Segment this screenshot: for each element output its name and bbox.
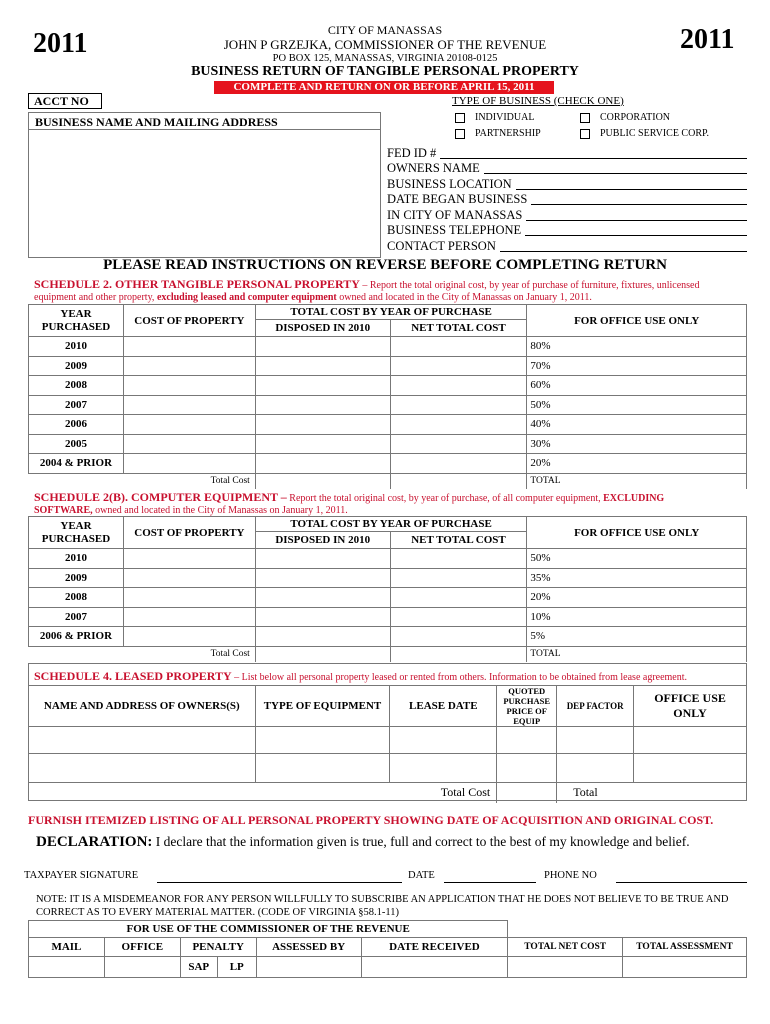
total-label: TOTAL [527,646,747,662]
cost-cell[interactable] [123,337,255,357]
year-cell: 2007 [29,607,124,627]
total-net-cell[interactable] [390,473,527,489]
net-cost-cell[interactable] [390,588,527,608]
total-disposed-cell[interactable] [255,646,390,662]
col-equipment-type: TYPE OF EQUIPMENT [255,686,390,727]
table-row [29,568,747,588]
depreciation-pct: 40% [527,415,747,435]
cost-cell[interactable] [123,588,255,608]
instructions-heading: PLEASE READ INSTRUCTIONS ON REVERSE BEFORE COMPLETING RETURN [103,257,667,273]
net-cost-cell[interactable] [390,376,527,396]
office-header: OFFICE [104,938,180,957]
taxpayer-signature-line[interactable] [157,882,402,883]
option-partnership[interactable]: PARTNERSHIP [455,128,541,139]
business-type-label: TYPE OF BUSINESS (CHECK ONE) [452,95,624,107]
declaration: DECLARATION: I declare that the information given is true, full and correct to the best of my knowledge and belief. [36,834,690,850]
taxpayer-signature-label: TAXPAYER SIGNATURE [24,870,139,881]
disposed-cell[interactable] [255,588,390,608]
schedule2b-description: SCHEDULE 2(B). COMPUTER EQUIPMENT – Report the total original cost, by year of purchase, of all computer equipment, EXCLUDING SOFTWARE, owned and located in the City of Manassas on January 1, 2011. [34,490,665,516]
disposed-cell[interactable] [255,415,390,435]
depreciation-pct: 50% [527,395,747,415]
field-business-location[interactable]: BUSINESS LOCATION [387,176,747,192]
depreciation-pct: 20% [527,588,747,608]
depreciation-pct: 80% [527,337,747,357]
col-owner-name: NAME AND ADDRESS OF OWNERS(S) [29,686,256,727]
schedule2-description: SCHEDULE 2. OTHER TANGIBLE PERSONAL PROPERTY – Report the total original cost, by year of purchase of furniture, fixtures, unlicensed equipment and other property, excluding leased and computer equipment owned and located in the City of Manassas on January 1, 2011. [34,277,700,303]
info-fields [387,145,747,254]
date-label: DATE [408,870,435,881]
table-row [29,434,747,454]
assessed-by-cell [256,957,361,978]
schedule4-description: SCHEDULE 4. LEASED PROPERTY – List below all personal property leased or rented from others. Information to be obtained from lease agreement. [34,669,688,683]
schedule4-title: SCHEDULE 4. LEASED PROPERTY [34,669,232,683]
field-contact-person[interactable]: CONTACT PERSON [387,238,747,254]
office-cell [634,754,747,783]
field-in-city[interactable]: IN CITY OF MANASSAS [387,207,747,223]
office-cell [634,727,747,754]
total-label: TOTAL [527,473,747,489]
cost-cell[interactable] [123,568,255,588]
cost-cell[interactable] [123,607,255,627]
year-cell: 2008 [29,588,124,608]
business-name-box[interactable] [28,112,381,258]
net-cost-cell[interactable] [390,454,527,474]
year-cell: 2006 & PRIOR [29,627,124,647]
year-cell: 2009 [29,356,124,376]
net-cost-cell[interactable] [390,395,527,415]
disposed-cell[interactable] [255,434,390,454]
lease-date-cell[interactable] [390,727,497,754]
col-dep-factor: DEP FACTOR [557,686,634,727]
cost-cell[interactable] [123,434,255,454]
header-commissioner: JOHN P GRZEJKA, COMMISSIONER OF THE REVENUE [223,37,547,52]
field-date-began[interactable]: DATE BEGAN BUSINESS [387,192,747,208]
year-cell: 2010 [29,337,124,357]
year-cell: 2008 [29,376,124,396]
net-cost-cell[interactable] [390,337,527,357]
total-row [29,783,747,803]
total-assessment-header: TOTAL ASSESSMENT [623,938,747,957]
total-cost-label: Total Cost [210,476,250,487]
cost-cell[interactable] [123,627,255,647]
disposed-cell[interactable] [255,337,390,357]
total-disposed-cell[interactable] [255,473,390,489]
total-label: Total [573,785,598,800]
net-cost-cell[interactable] [390,549,527,569]
net-cost-cell[interactable] [390,627,527,647]
col-total-cost: TOTAL COST BY YEAR OF PURCHASE [255,517,527,532]
net-cost-cell[interactable] [390,434,527,454]
header-address: PO BOX 125, MANASSAS, VIRGINIA 20108-0125 [272,53,498,64]
col-office-use: OFFICE USE ONLY [634,686,747,727]
schedule2b-title: SCHEDULE 2(B). COMPUTER EQUIPMENT – [34,490,287,504]
business-name-label: BUSINESS NAME AND MAILING ADDRESS [29,113,380,130]
table-row [29,337,747,357]
disposed-cell[interactable] [255,395,390,415]
cost-cell[interactable] [123,549,255,569]
net-cost-cell[interactable] [390,356,527,376]
phone-line[interactable] [616,882,747,883]
total-cost-label: Total Cost [210,649,250,660]
table-row [29,395,747,415]
disposed-cell[interactable] [255,568,390,588]
table-row [29,727,747,754]
schedule4-table [28,685,747,803]
schedule2-title: SCHEDULE 2. OTHER TANGIBLE PERSONAL PROPERTY [34,277,360,291]
field-fed-id[interactable]: FED ID # [387,145,747,161]
cost-cell[interactable] [123,454,255,474]
office-cell [104,957,180,978]
col-net: NET TOTAL COST [390,320,527,337]
table-row [29,415,747,435]
total-net-cost-cell [508,957,623,978]
year-left: 2011 [33,28,88,59]
misdemeanor-note: NOTE: IT IS A MISDEMEANOR FOR ANY PERSON WILLFULLY TO SUBSCRIBE AN APPLICATION THAT HE DOES NOT BELIEVE TO BE TRUE AND CORRECT AS TO EVERY MATERIAL MATTER. (CODE OF VIRGINIA §58.1-11) [36,894,729,918]
header-city: CITY OF MANASSAS [327,23,443,37]
year-cell: 2007 [29,395,124,415]
lease-date-cell[interactable] [390,754,497,783]
owner-name-cell[interactable] [29,754,256,783]
year-cell: 2010 [29,549,124,569]
col-disposed: DISPOSED IN 2010 [255,532,390,549]
checkbox-public-service[interactable] [580,129,590,139]
col-net: NET TOTAL COST [390,532,527,549]
depreciation-pct: 70% [527,356,747,376]
table-row [29,356,747,376]
depreciation-pct: 60% [527,376,747,396]
checkbox-partnership[interactable] [455,129,465,139]
equipment-cell[interactable] [255,754,390,783]
date-line[interactable] [444,882,536,883]
col-office: FOR OFFICE USE ONLY [527,305,747,337]
total-cost-label: Total Cost [440,785,491,800]
penalty-header: PENALTY [180,938,256,957]
col-office: FOR OFFICE USE ONLY [527,517,747,549]
depreciation-pct: 5% [527,627,747,647]
table-row [29,454,747,474]
form-title: BUSINESS RETURN OF TANGIBLE PERSONAL PROPERTY [191,64,579,79]
year-cell: 2005 [29,434,124,454]
col-cost: COST OF PROPERTY [123,305,255,337]
date-received-header: DATE RECEIVED [361,938,508,957]
total-net-cost-header: TOTAL NET COST [508,938,623,957]
net-cost-cell[interactable] [390,415,527,435]
table-row [29,588,747,608]
disposed-cell[interactable] [255,627,390,647]
year-right: 2011 [680,24,735,55]
field-business-telephone[interactable]: BUSINESS TELEPHONE [387,223,747,239]
mail-header: MAIL [29,938,105,957]
year-cell: 2009 [29,568,124,588]
option-public-service[interactable]: PUBLIC SERVICE CORP. [580,128,709,139]
lp-header: LP [217,957,256,978]
cost-cell[interactable] [123,415,255,435]
total-row [29,473,747,489]
col-disposed: DISPOSED IN 2010 [255,320,390,337]
dep-cell [557,754,634,783]
depreciation-pct: 50% [527,549,747,569]
schedule2b-table [28,516,747,662]
furnish-notice: FURNISH ITEMIZED LISTING OF ALL PERSONAL PROPERTY SHOWING DATE OF ACQUISITION AND ORIGINAL COST. [28,813,714,827]
mail-cell [29,957,105,978]
option-corporation[interactable]: CORPORATION [580,112,670,123]
checkbox-individual[interactable] [455,113,465,123]
price-cell[interactable] [497,727,557,754]
col-total-cost: TOTAL COST BY YEAR OF PURCHASE [255,305,527,320]
total-row [29,646,747,662]
date-received-cell [361,957,508,978]
col-quoted-price: QUOTED PURCHASE PRICE OF EQUIP [497,686,557,727]
net-cost-cell[interactable] [390,568,527,588]
schedule2-table [28,304,747,489]
depreciation-pct: 30% [527,434,747,454]
checkbox-corporation[interactable] [580,113,590,123]
col-cost: COST OF PROPERTY [123,517,255,549]
col-lease-date: LEASE DATE [390,686,497,727]
cost-cell[interactable] [123,395,255,415]
disposed-cell[interactable] [255,376,390,396]
price-cell[interactable] [497,754,557,783]
total-net-cell[interactable] [390,646,527,662]
disposed-cell[interactable] [255,549,390,569]
table-row [29,376,747,396]
equipment-cell[interactable] [255,727,390,754]
table-row [29,754,747,783]
table-row [29,549,747,569]
owner-name-cell[interactable] [29,727,256,754]
office-use-title: FOR USE OF THE COMMISSIONER OF THE REVENUE [29,921,508,938]
assessed-by-header: ASSESSED BY [256,938,361,957]
disposed-cell[interactable] [255,454,390,474]
year-cell: 2006 [29,415,124,435]
table-row [29,627,747,647]
total-assessment-cell [623,957,747,978]
depreciation-pct: 35% [527,568,747,588]
phone-label: PHONE NO [544,870,597,881]
col-year: YEAR PURCHASED [29,305,124,337]
acct-no-label: ACCT NO [28,93,102,109]
year-cell: 2004 & PRIOR [29,454,124,474]
depreciation-pct: 10% [527,607,747,627]
sap-header: SAP [180,957,217,978]
disposed-cell[interactable] [255,356,390,376]
total-cost-cell[interactable] [497,783,557,803]
option-individual[interactable]: INDIVIDUAL [455,112,534,123]
cost-cell[interactable] [123,356,255,376]
disposed-cell[interactable] [255,607,390,627]
office-use-table [28,920,747,978]
table-row [29,607,747,627]
depreciation-pct: 20% [527,454,747,474]
cost-cell[interactable] [123,376,255,396]
due-banner: COMPLETE AND RETURN ON OR BEFORE APRIL 15, 2011 [214,81,554,94]
field-owners-name[interactable]: OWNERS NAME [387,161,747,177]
net-cost-cell[interactable] [390,607,527,627]
col-year: YEAR PURCHASED [29,517,124,549]
dep-cell [557,727,634,754]
